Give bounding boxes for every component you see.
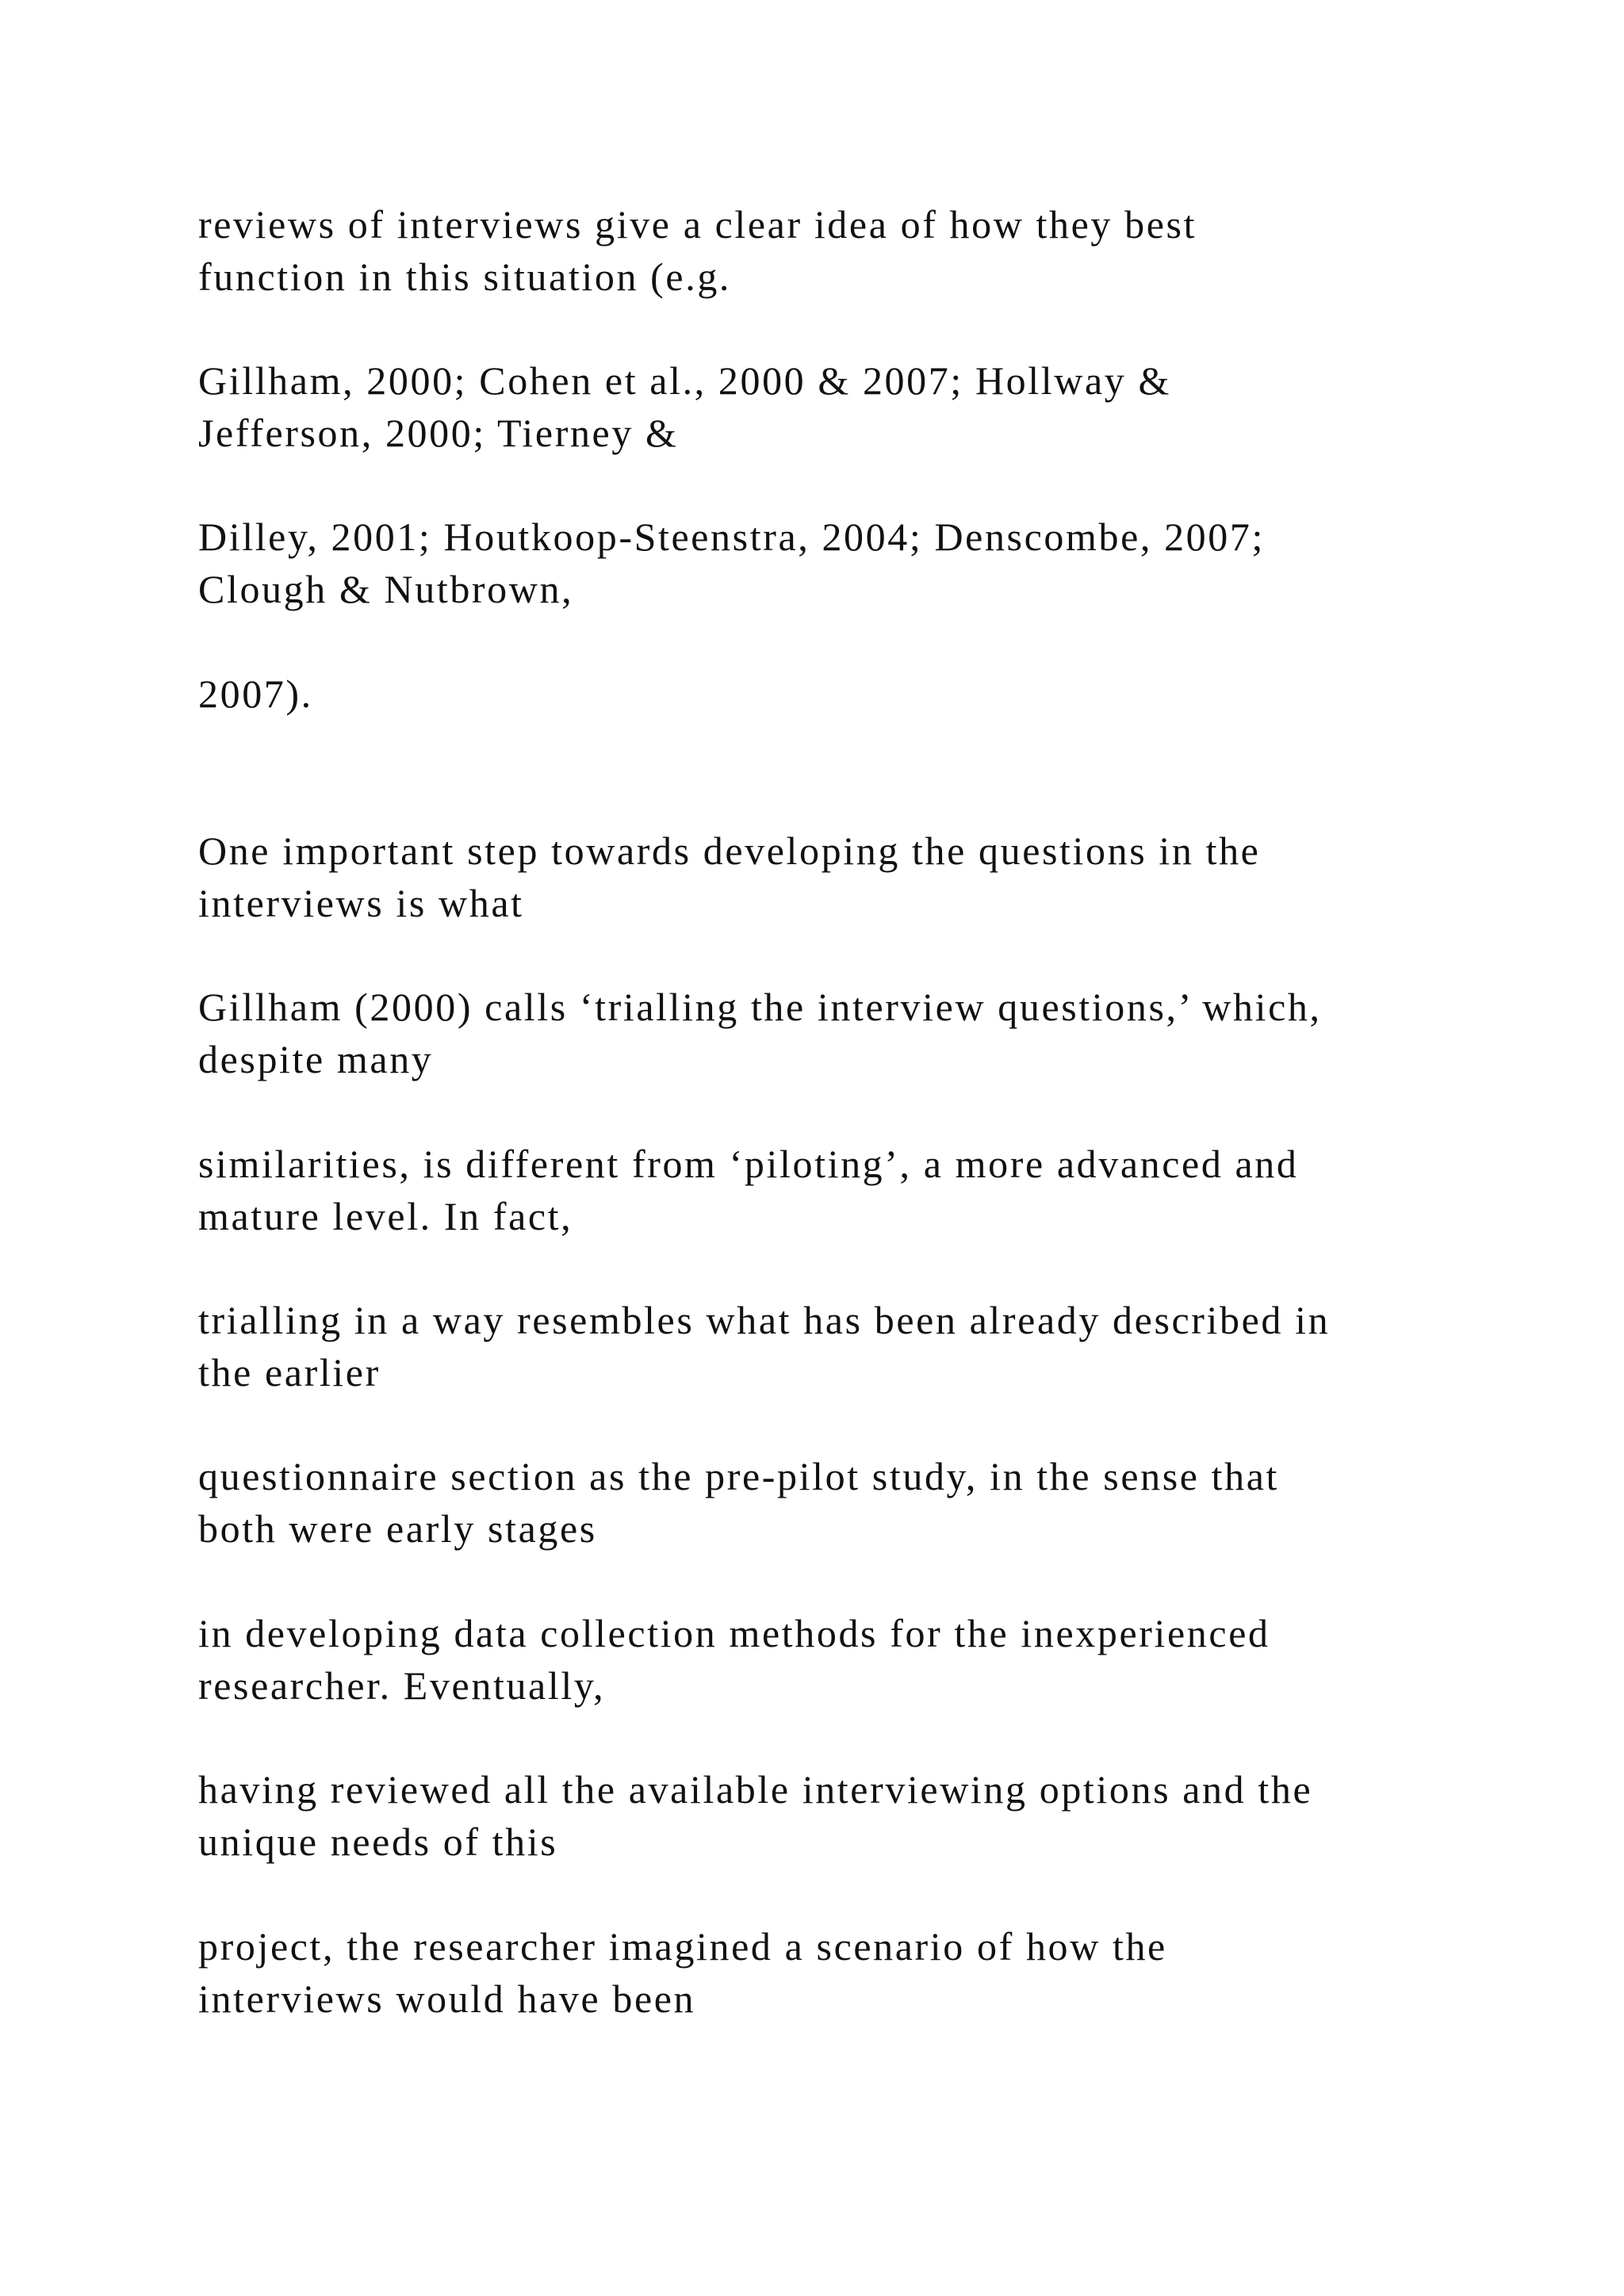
text-line: mature level. In fact,	[198, 1194, 573, 1238]
text-line: in developing data collection methods for the inexperienced	[198, 1611, 1270, 1655]
text-line: reviews of interviews give a clear idea of how they best	[198, 202, 1197, 247]
text-line: One important step towards developing the questions in the	[198, 828, 1261, 873]
text-line: function in this situation (e.g.	[198, 254, 732, 299]
text-line: Jefferson, 2000; Tierney &	[198, 411, 679, 455]
text-line: interviews would have been	[198, 1976, 696, 2021]
text-line: Gillham (2000) calls ‘trialling the interview questions,’ which,	[198, 985, 1322, 1029]
text-line: despite many	[198, 1037, 434, 1081]
text-line: project, the researcher imagined a scenario of how the	[198, 1924, 1167, 1969]
text-line: having reviewed all the available interviewing options and the	[198, 1767, 1313, 1812]
text-line: questionnaire section as the pre-pilot study, in the sense that	[198, 1454, 1280, 1498]
text-line: Clough & Nutbrown,	[198, 567, 574, 611]
text-line: the earlier	[198, 1350, 381, 1395]
text-line: both were early stages	[198, 1506, 597, 1551]
text-line: 2007).	[198, 672, 313, 716]
text-line: interviews is what	[198, 881, 524, 925]
text-line: unique needs of this	[198, 1820, 558, 1864]
text-line: trialling in a way resembles what has been already described in	[198, 1298, 1331, 1342]
text-line: researcher. Eventually,	[198, 1663, 606, 1708]
text-line: similarities, is different from ‘piloting’, a more advanced and	[198, 1142, 1299, 1186]
text-line: Gillham, 2000; Cohen et al., 2000 & 2007; Hollway &	[198, 358, 1171, 403]
text-line: Dilley, 2001; Houtkoop-Steenstra, 2004; Denscombe, 2007;	[198, 515, 1265, 559]
